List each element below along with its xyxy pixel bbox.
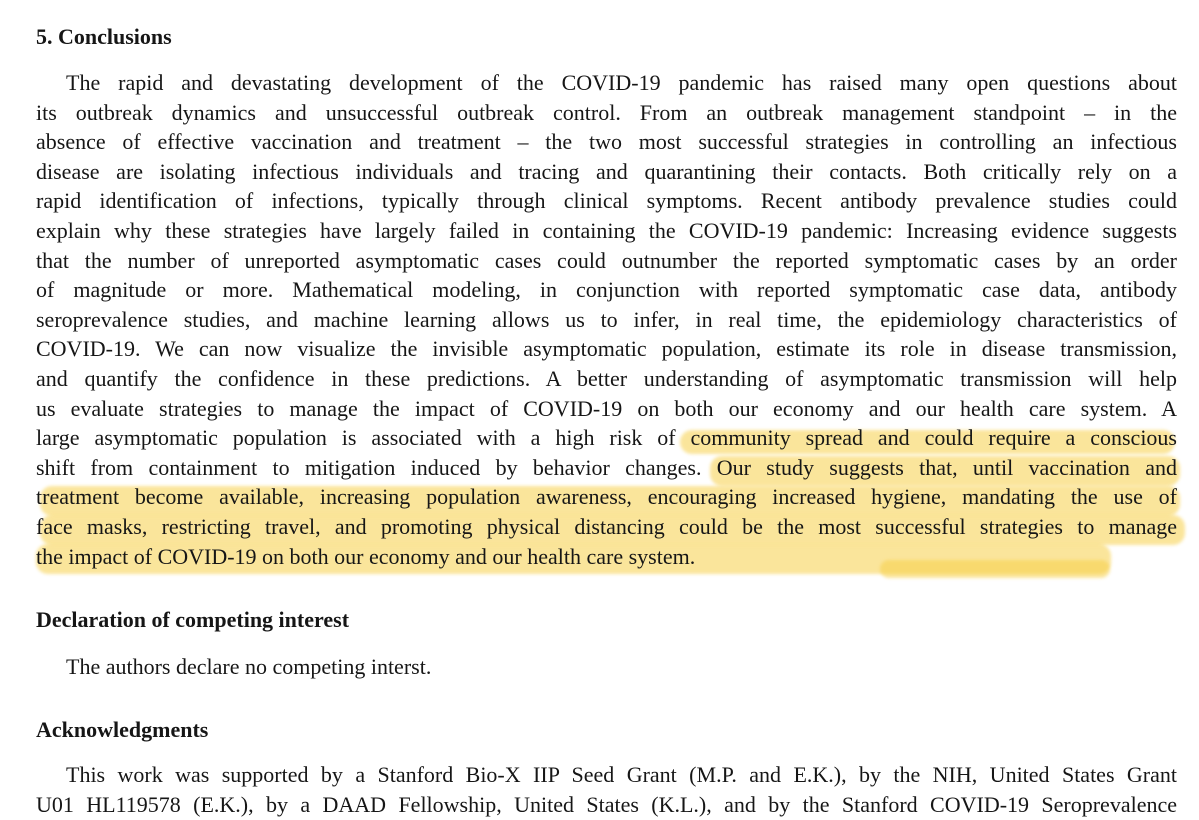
section-heading-acknowledgments: Acknowledgments	[36, 717, 209, 742]
paragraph-line: of magnitude or more. Mathematical modeling, in conjunction with reported symptomatic case data, antibody	[36, 277, 1177, 302]
paragraph-line: and quantify the confidence in these predictions. A better understanding of asymptomatic transmission will help	[36, 366, 1177, 391]
paragraph-line: disease are isolating infectious individuals and tracing and quarantining their contacts. Both critically rely on a	[36, 159, 1177, 184]
paragraph-line: The rapid and devastating development of the COVID-19 pandemic has raised many open questions about	[66, 70, 1177, 95]
paragraph-line: the impact of COVID-19 on both our economy and our health care system.	[36, 544, 696, 569]
paragraph-line: large asymptomatic population is associated with a high risk of community spread and could require a conscious	[36, 425, 1177, 450]
paragraph-line: explain why these strategies have largely failed in containing the COVID-19 pandemic: Increasing evidence suggests	[36, 218, 1177, 243]
paragraph-line: us evaluate strategies to manage the impact of COVID-19 on both our economy and our health care system. A	[36, 396, 1177, 421]
paragraph-line: its outbreak dynamics and unsuccessful outbreak control. From an outbreak management standpoint – in the	[36, 100, 1177, 125]
paragraph-line: that the number of unreported asymptomatic cases could outnumber the reported symptomatic cases by an order	[36, 248, 1177, 273]
paragraph-line: seroprevalence studies, and machine learning allows us to infer, in real time, the epidemiology characteristics of	[36, 307, 1177, 332]
competing-interest-text: The authors declare no competing interst.	[66, 654, 432, 679]
paragraph-line: face masks, restricting travel, and promoting physical distancing could be the most successful strategies to manage	[36, 514, 1177, 539]
paragraph-line: treatment become available, increasing population awareness, encouraging increased hygiene, mandating the use of	[36, 484, 1177, 509]
section-heading-competing-interest: Declaration of competing interest	[36, 607, 350, 632]
paragraph-line: COVID-19. We can now visualize the invisible asymptomatic population, estimate its role in disease transmission,	[36, 336, 1177, 361]
section-heading-conclusions: 5. Conclusions	[36, 24, 172, 49]
paragraph-line: This work was supported by a Stanford Bio-X IIP Seed Grant (M.P. and E.K.), by the NIH, United States Grant	[66, 762, 1177, 787]
paragraph-line: absence of effective vaccination and treatment – the two most successful strategies in controlling an infectious	[36, 129, 1177, 154]
paragraph-line: U01 HL119578 (E.K.), by a DAAD Fellowship, United States (K.L.), and by the Stanford COVID-19 Seroprevalence	[36, 792, 1177, 817]
paragraph-line: shift from containment to mitigation induced by behavior changes. Our study suggests that, until vaccination and	[36, 455, 1177, 480]
paragraph-line: rapid identification of infections, typically through clinical symptoms. Recent antibody prevalence studies could	[36, 188, 1177, 213]
